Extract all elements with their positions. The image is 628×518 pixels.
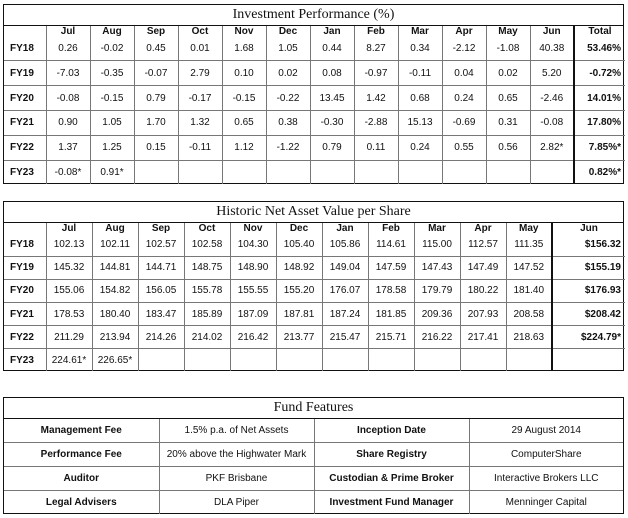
column-header-mar: Mar (398, 26, 442, 37)
feature-value: ComputerShare (469, 442, 623, 466)
feature-value: 29 August 2014 (469, 419, 623, 442)
column-header-may: May (486, 26, 530, 37)
row-label-fy20: FY20 (4, 86, 46, 111)
investment-performance-panel (3, 4, 624, 184)
nav-cell: 226.65* (92, 349, 138, 371)
nav-cell: 178.53 (46, 302, 92, 325)
performance-cell: 1.05 (266, 37, 310, 61)
nav-cell: 148.90 (230, 256, 276, 279)
feature-key: Management Fee (4, 419, 159, 442)
performance-cell: 0.34 (398, 37, 442, 61)
column-header-jul: Jul (46, 26, 90, 37)
feature-value: 1.5% p.a. of Net Assets (159, 419, 314, 442)
investment-performance-title: Investment Performance (%) (4, 5, 623, 26)
nav-cell (230, 349, 276, 371)
nav-cell (276, 349, 322, 371)
nav-cell (552, 349, 625, 371)
nav-cell: $176.93 (552, 279, 625, 302)
performance-cell: 0.45 (134, 37, 178, 61)
nav-cell: 180.40 (92, 302, 138, 325)
nav-cell: 104.30 (230, 234, 276, 256)
column-header-apr: Apr (442, 26, 486, 37)
row-label-fy19: FY19 (4, 256, 46, 279)
feature-key: Performance Fee (4, 442, 159, 466)
table-row (4, 349, 625, 371)
table-row (4, 256, 625, 279)
performance-cell: -0.08* (46, 160, 90, 184)
nav-cell: 176.07 (322, 279, 368, 302)
nav-cell: 148.75 (184, 256, 230, 279)
nav-cell: 180.22 (460, 279, 506, 302)
table-row (4, 86, 625, 111)
column-header-jan: Jan (310, 26, 354, 37)
feature-value: PKF Brisbane (159, 466, 314, 490)
row-label-fy22: FY22 (4, 135, 46, 160)
feature-key: Investment Fund Manager (314, 491, 469, 514)
performance-cell: 0.91* (90, 160, 134, 184)
performance-cell: 40.38 (530, 37, 574, 61)
table-row (4, 279, 625, 302)
nav-cell (414, 349, 460, 371)
performance-cell: -0.22 (266, 86, 310, 111)
nav-cell: 224.61* (46, 349, 92, 371)
nav-cell: 208.58 (506, 302, 552, 325)
fund-feature-row (4, 419, 623, 442)
nav-cell: 178.58 (368, 279, 414, 302)
column-header-total: Total (574, 26, 625, 37)
performance-cell: -2.88 (354, 110, 398, 135)
fund-feature-row (4, 466, 623, 490)
performance-cell: -0.17 (178, 86, 222, 111)
nav-cell: 102.11 (92, 234, 138, 256)
nav-cell: 102.58 (184, 234, 230, 256)
nav-cell: 147.52 (506, 256, 552, 279)
nav-cell: 105.86 (322, 234, 368, 256)
column-header-apr: Apr (460, 223, 506, 234)
performance-cell: -0.07 (134, 61, 178, 86)
nav-cell (368, 349, 414, 371)
feature-value: 20% above the Highwater Mark (159, 442, 314, 466)
investment-performance-table (4, 26, 625, 184)
performance-cell (266, 160, 310, 184)
performance-cell (354, 160, 398, 184)
performance-cell: 1.25 (90, 135, 134, 160)
performance-cell: -0.15 (222, 86, 266, 111)
nav-cell: 115.00 (414, 234, 460, 256)
nav-per-share-table (4, 223, 625, 371)
table-header-row (4, 223, 625, 234)
performance-cell: -0.15 (90, 86, 134, 111)
performance-cell: 1.68 (222, 37, 266, 61)
nav-cell: 214.02 (184, 326, 230, 349)
row-label-fy23: FY23 (4, 349, 46, 371)
performance-cell: -0.11 (178, 135, 222, 160)
column-header-aug: Aug (90, 26, 134, 37)
performance-cell: 0.90 (46, 110, 90, 135)
performance-cell: -2.46 (530, 86, 574, 111)
nav-cell (506, 349, 552, 371)
performance-cell: 1.32 (178, 110, 222, 135)
nav-cell: 102.13 (46, 234, 92, 256)
performance-cell: 53.46% (574, 37, 625, 61)
performance-cell: -0.11 (398, 61, 442, 86)
nav-cell: 155.20 (276, 279, 322, 302)
performance-cell: 0.65 (486, 86, 530, 111)
row-label-fy18: FY18 (4, 37, 46, 61)
performance-cell: 0.15 (134, 135, 178, 160)
fund-features-panel (3, 397, 624, 514)
table-header-row (4, 26, 625, 37)
column-header-nov: Nov (230, 223, 276, 234)
table-row (4, 61, 625, 86)
column-header-feb: Feb (368, 223, 414, 234)
performance-cell: -0.35 (90, 61, 134, 86)
performance-cell: 1.37 (46, 135, 90, 160)
performance-cell: 13.45 (310, 86, 354, 111)
performance-cell (398, 160, 442, 184)
nav-cell: 216.42 (230, 326, 276, 349)
nav-cell: 144.71 (138, 256, 184, 279)
nav-cell: 155.55 (230, 279, 276, 302)
performance-cell: 0.65 (222, 110, 266, 135)
row-label-fy23: FY23 (4, 160, 46, 184)
nav-cell: 187.09 (230, 302, 276, 325)
table-row (4, 326, 625, 349)
performance-cell (310, 160, 354, 184)
nav-per-share-title: Historic Net Asset Value per Share (4, 202, 623, 223)
nav-cell: 217.41 (460, 326, 506, 349)
feature-value: Menninger Capital (469, 491, 623, 514)
performance-cell: 0.24 (398, 135, 442, 160)
nav-cell (322, 349, 368, 371)
nav-cell: $156.32 (552, 234, 625, 256)
nav-cell (138, 349, 184, 371)
column-header-jun: Jun (552, 223, 625, 234)
row-label-fy21: FY21 (4, 110, 46, 135)
performance-cell: 0.26 (46, 37, 90, 61)
nav-cell: 215.71 (368, 326, 414, 349)
nav-cell: 187.81 (276, 302, 322, 325)
performance-cell: 0.55 (442, 135, 486, 160)
column-header-nov: Nov (222, 26, 266, 37)
table-row (4, 37, 625, 61)
column-header-aug: Aug (92, 223, 138, 234)
performance-cell (178, 160, 222, 184)
performance-cell: 0.10 (222, 61, 266, 86)
performance-cell: -1.08 (486, 37, 530, 61)
nav-cell: 147.43 (414, 256, 460, 279)
nav-cell: 209.36 (414, 302, 460, 325)
fund-feature-row (4, 442, 623, 466)
row-label-fy19: FY19 (4, 61, 46, 86)
table-row (4, 110, 625, 135)
nav-cell (460, 349, 506, 371)
nav-cell: 149.04 (322, 256, 368, 279)
nav-cell: 155.06 (46, 279, 92, 302)
nav-cell: 155.78 (184, 279, 230, 302)
performance-cell: 14.01% (574, 86, 625, 111)
nav-cell: 156.05 (138, 279, 184, 302)
row-label-fy20: FY20 (4, 279, 46, 302)
performance-cell: -2.12 (442, 37, 486, 61)
nav-cell: 114.61 (368, 234, 414, 256)
row-label-fy18: FY18 (4, 234, 46, 256)
performance-cell: 15.13 (398, 110, 442, 135)
performance-cell: 0.31 (486, 110, 530, 135)
performance-cell: 0.24 (442, 86, 486, 111)
performance-cell: -0.08 (46, 86, 90, 111)
nav-cell: 187.24 (322, 302, 368, 325)
nav-cell (184, 349, 230, 371)
feature-value: DLA Piper (159, 491, 314, 514)
performance-cell: 0.68 (398, 86, 442, 111)
performance-cell: -0.72% (574, 61, 625, 86)
nav-cell: 147.59 (368, 256, 414, 279)
performance-cell: 0.01 (178, 37, 222, 61)
performance-cell: 0.38 (266, 110, 310, 135)
fund-features-table (4, 419, 623, 514)
row-label-fy21: FY21 (4, 302, 46, 325)
performance-cell: 0.04 (442, 61, 486, 86)
nav-cell: 211.29 (46, 326, 92, 349)
column-header-sep: Sep (134, 26, 178, 37)
performance-cell (134, 160, 178, 184)
performance-cell: 0.82%* (574, 160, 625, 184)
performance-cell: 2.79 (178, 61, 222, 86)
performance-cell: 5.20 (530, 61, 574, 86)
feature-key: Inception Date (314, 419, 469, 442)
performance-cell (222, 160, 266, 184)
row-label-fy22: FY22 (4, 326, 46, 349)
performance-cell: 8.27 (354, 37, 398, 61)
nav-cell: 214.26 (138, 326, 184, 349)
column-header-mar: Mar (414, 223, 460, 234)
performance-cell: -0.02 (90, 37, 134, 61)
performance-cell: 0.44 (310, 37, 354, 61)
performance-cell: 0.02 (486, 61, 530, 86)
column-header-jul: Jul (46, 223, 92, 234)
nav-cell: $224.79* (552, 326, 625, 349)
column-header-dec: Dec (276, 223, 322, 234)
nav-cell: 105.40 (276, 234, 322, 256)
performance-cell: 1.05 (90, 110, 134, 135)
nav-per-share-panel (3, 201, 624, 371)
fund-feature-row (4, 491, 623, 514)
performance-cell: 1.42 (354, 86, 398, 111)
column-header-jan: Jan (322, 223, 368, 234)
performance-cell: -7.03 (46, 61, 90, 86)
table-row (4, 135, 625, 160)
nav-cell: 144.81 (92, 256, 138, 279)
performance-cell: 0.02 (266, 61, 310, 86)
performance-cell: 0.79 (134, 86, 178, 111)
nav-cell: 112.57 (460, 234, 506, 256)
nav-cell: 111.35 (506, 234, 552, 256)
nav-cell: 179.79 (414, 279, 460, 302)
nav-cell: 185.89 (184, 302, 230, 325)
performance-cell (530, 160, 574, 184)
performance-cell: -0.30 (310, 110, 354, 135)
fund-features-title: Fund Features (4, 398, 623, 419)
table-row (4, 160, 625, 184)
nav-cell: 102.57 (138, 234, 184, 256)
performance-cell: 0.08 (310, 61, 354, 86)
performance-cell: -0.97 (354, 61, 398, 86)
performance-cell: 1.70 (134, 110, 178, 135)
corner-cell (4, 223, 46, 234)
nav-cell: 181.85 (368, 302, 414, 325)
nav-cell: 145.32 (46, 256, 92, 279)
column-header-may: May (506, 223, 552, 234)
nav-cell: 147.49 (460, 256, 506, 279)
nav-cell: 207.93 (460, 302, 506, 325)
corner-cell (4, 26, 46, 37)
nav-cell: 218.63 (506, 326, 552, 349)
performance-cell: -1.22 (266, 135, 310, 160)
nav-cell: 213.77 (276, 326, 322, 349)
nav-cell: 213.94 (92, 326, 138, 349)
table-row (4, 234, 625, 256)
feature-key: Legal Advisers (4, 491, 159, 514)
feature-key: Auditor (4, 466, 159, 490)
performance-cell: 17.80% (574, 110, 625, 135)
performance-cell: 7.85%* (574, 135, 625, 160)
nav-cell: $155.19 (552, 256, 625, 279)
nav-cell: 148.92 (276, 256, 322, 279)
column-header-dec: Dec (266, 26, 310, 37)
column-header-sep: Sep (138, 223, 184, 234)
nav-cell: 154.82 (92, 279, 138, 302)
nav-cell: 216.22 (414, 326, 460, 349)
column-header-feb: Feb (354, 26, 398, 37)
table-row (4, 302, 625, 325)
performance-cell: -0.08 (530, 110, 574, 135)
nav-cell: $208.42 (552, 302, 625, 325)
feature-key: Share Registry (314, 442, 469, 466)
performance-cell (442, 160, 486, 184)
performance-cell: 0.56 (486, 135, 530, 160)
feature-value: Interactive Brokers LLC (469, 466, 623, 490)
nav-cell: 181.40 (506, 279, 552, 302)
nav-cell: 215.47 (322, 326, 368, 349)
performance-cell (486, 160, 530, 184)
column-header-oct: Oct (184, 223, 230, 234)
nav-cell: 183.47 (138, 302, 184, 325)
column-header-oct: Oct (178, 26, 222, 37)
feature-key: Custodian & Prime Broker (314, 466, 469, 490)
performance-cell: 0.79 (310, 135, 354, 160)
performance-cell: 2.82* (530, 135, 574, 160)
column-header-jun: Jun (530, 26, 574, 37)
performance-cell: 1.12 (222, 135, 266, 160)
performance-cell: 0.11 (354, 135, 398, 160)
performance-cell: -0.69 (442, 110, 486, 135)
